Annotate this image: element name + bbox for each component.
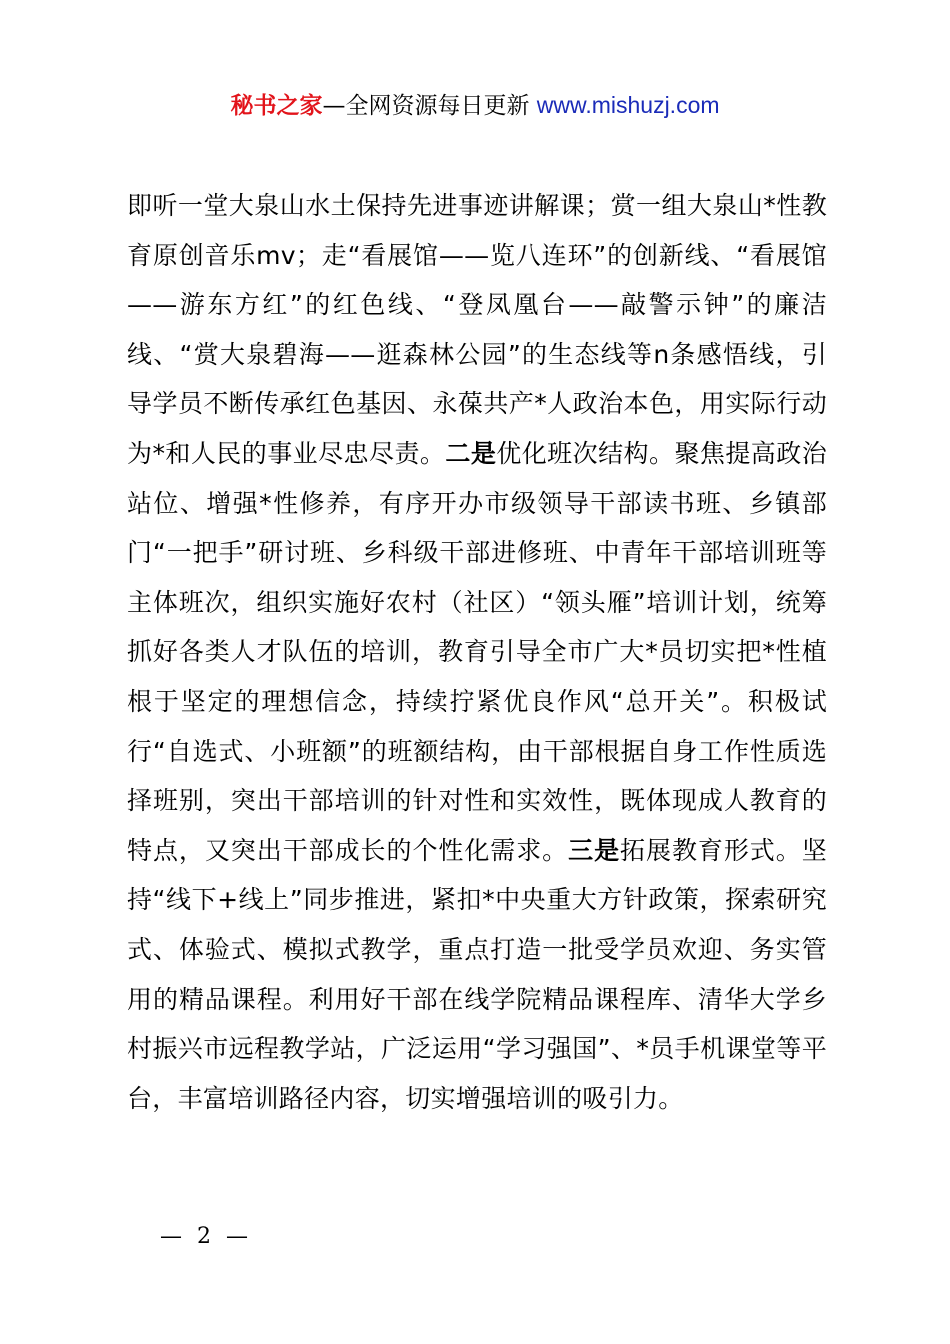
- document-body: [127, 181, 827, 1123]
- site-brand: 秘书之家: [230, 93, 323, 119]
- body-emphasis-1: 二是: [445, 438, 497, 468]
- body-paragraph-part-3: 拓展教育形式。坚持“线下+线上”同步推进，紧扣*中央重大方针政策，探索研究式、体验式、模拟式教学，重点打造一批受学员欢迎、务实管用的精品课程。利用好干部在线学院精品课程库、清华大学乡村振兴市远程教学站，广泛运用“学习强国”、*员手机课堂等平台，丰富培训路径内容，切实增强培训的吸引力。: [127, 835, 827, 1113]
- page-number: — 2 —: [160, 1224, 252, 1249]
- site-tagline: —全网资源每日更新: [322, 93, 537, 119]
- body-emphasis-2: 三是: [568, 835, 621, 865]
- site-header: [0, 88, 950, 123]
- body-paragraph-part-2: 优化班次结构。聚焦提高政治站位、增强*性修养，有序开办市级领导干部读书班、乡镇部门“一把手”研讨班、乡科级干部进修班、中青年干部培训班等主体班次，组织实施好农村（社区）“领头雁”培训计划，统筹抓好各类人才队伍的培训，教育引导全市广大*员切实把*性植根于坚定的理想信念，持续拧紧优良作风“总开关”。积极试行“自选式、小班额”的班额结构，由干部根据自身工作性质选择班别，突出干部培训的针对性和实效性，既体现成人教育的特点，又突出干部成长的个性化需求。: [127, 438, 827, 865]
- site-url-link[interactable]: www.mishuzj.com: [536, 92, 720, 118]
- body-paragraph-part-1: 即听一堂大泉山水土保持先进事迹讲解课；赏一组大泉山*性教育原创音乐mv；走“看展馆——览八连环”的创新线、“看展馆——游东方红”的红色线、“登凤凰台——敲警示钟”的廉洁线、“赏大泉碧海——逛森林公园”的生态线等n条感悟线，引导学员不断传承红色基因、永葆共产*人政治本色，用实际行动为*和人民的事业尽忠尽责。: [127, 191, 827, 468]
